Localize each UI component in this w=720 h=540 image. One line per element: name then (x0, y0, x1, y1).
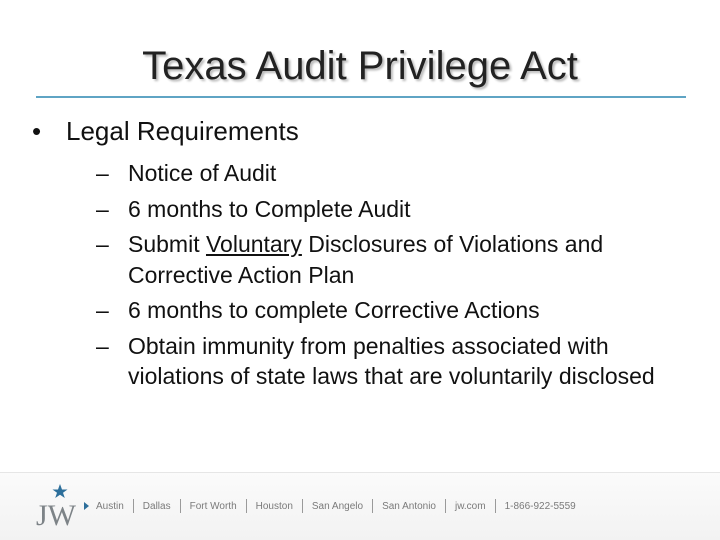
footer-separator (180, 499, 181, 513)
sub-bullet-item (96, 229, 692, 290)
sub-bullet-item (96, 331, 692, 392)
dash-marker: – (96, 160, 109, 186)
sub-bullet-list (96, 158, 692, 392)
footer-links (96, 498, 576, 514)
footer-separator (246, 499, 247, 513)
footer-separator (372, 499, 373, 513)
footer-separator (495, 499, 496, 513)
sub-bullet-text (128, 229, 688, 290)
bullet-marker: • (32, 116, 42, 146)
footer-link-website[interactable]: jw.com (455, 500, 486, 512)
sub-bullet-item (96, 194, 692, 225)
footer-link-houston[interactable]: Houston (255, 500, 293, 512)
footer-link-austin[interactable]: Austin (96, 500, 124, 512)
bullet-label: Legal Requirements (66, 116, 299, 146)
footer-bar (0, 472, 720, 540)
sub-bullet-item (96, 158, 692, 189)
footer-separator (445, 499, 446, 513)
sub-bullet-text: Notice of Audit (128, 160, 277, 186)
footer-link-san-antonio[interactable]: San Antonio (382, 500, 436, 512)
footer-link-dallas[interactable]: Dallas (142, 500, 171, 512)
arrow-right-icon (84, 502, 89, 510)
text-part: Submit (128, 231, 206, 257)
sub-bullet-text: 6 months to Complete Audit (128, 195, 411, 222)
bullet-legal-requirements (32, 112, 692, 150)
title-divider (36, 96, 686, 98)
sub-bullet-text: Obtain immunity from penalties associated with violations of state laws that are voluntarily disclosed (128, 332, 655, 389)
slide-content (32, 112, 692, 397)
star-icon (53, 484, 68, 498)
footer-phone[interactable]: 1-866-922-5559 (504, 500, 576, 512)
footer-link-fort-worth[interactable]: Fort Worth (189, 500, 237, 512)
footer-separator (133, 499, 134, 513)
sub-bullet-text: 6 months to complete Corrective Actions (128, 297, 540, 323)
dash-marker: – (96, 195, 109, 222)
text-part: Disclosures of Violations and Corrective Action Plan (128, 231, 604, 288)
slide-title: Texas Audit Privilege Act (142, 44, 578, 88)
sub-bullet-item (96, 295, 692, 326)
dash-marker: – (96, 297, 109, 323)
logo-text: JW (36, 499, 76, 531)
dash-marker: – (96, 231, 109, 257)
underlined-text: Voluntary (205, 231, 302, 257)
jw-logo (34, 483, 80, 531)
footer-link-san-angelo[interactable]: San Angelo (311, 500, 364, 512)
dash-marker: – (96, 332, 109, 359)
footer-separator (302, 499, 303, 513)
